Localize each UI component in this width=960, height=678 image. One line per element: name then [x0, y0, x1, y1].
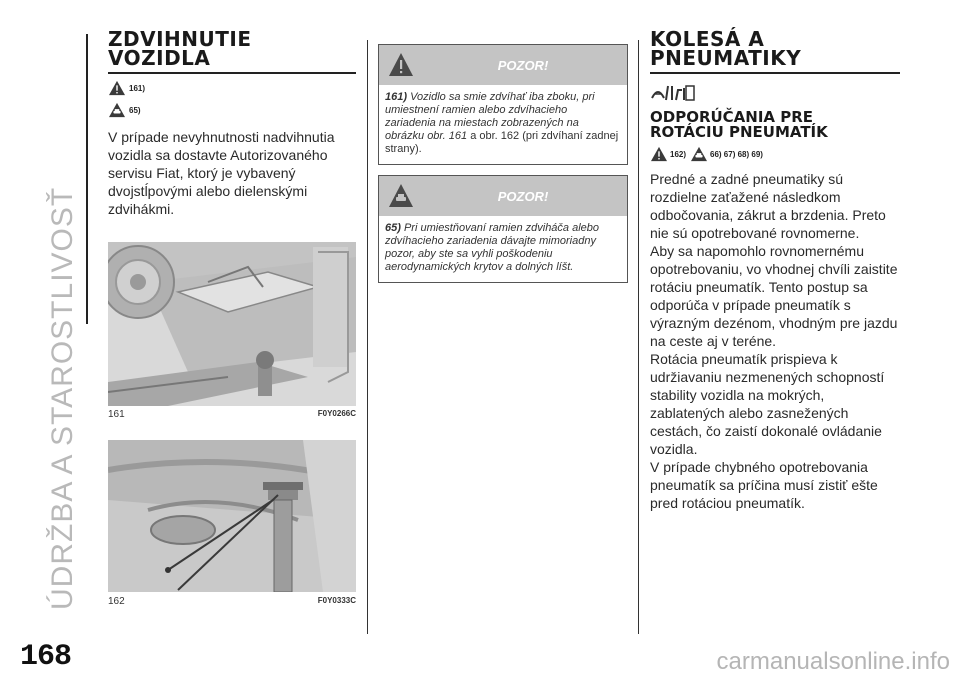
caution-ref: 65)	[385, 222, 401, 234]
caution-header	[379, 45, 627, 85]
tyre-pressure-icon	[650, 82, 900, 102]
side-rule	[86, 34, 88, 324]
warning-ref-text: 161)	[129, 83, 146, 93]
figure-161-illustration	[108, 242, 356, 406]
subsection-title-line-2: ROTÁCIU PNEUMATÍK	[650, 123, 828, 141]
caution-title: POZOR!	[497, 57, 549, 73]
subsection-title-rotation	[650, 110, 900, 140]
warning-triangle-icon	[108, 80, 126, 96]
caution-title: POZOR!	[497, 188, 549, 204]
chapter-side-title-text: ÚDRŽBA A STAROSTLIVOSŤ	[46, 186, 79, 610]
figure-162-image	[108, 440, 356, 592]
warning-triangle-icon	[650, 146, 668, 162]
figure-code: F0Y0266C	[317, 409, 356, 418]
car-warning-icon	[690, 146, 708, 162]
caution-header	[379, 176, 627, 216]
caution-body	[379, 85, 627, 164]
car-warning-icon	[387, 182, 415, 210]
caution-box-161	[378, 44, 628, 165]
section-title-wheels	[650, 27, 900, 74]
section-title-line-2: PNEUMATIKY	[650, 46, 802, 70]
warning-triangle-icon	[387, 51, 415, 79]
paragraph: V prípade chybného opotrebovania pneumatík sa príčina musí zistiť ešte pred rotáciou pneumatík.	[650, 459, 878, 511]
column-divider	[638, 40, 639, 634]
column-warnings	[378, 44, 628, 293]
section-title-lifting	[108, 27, 356, 74]
rotation-text	[650, 170, 900, 512]
car-warning-icon	[108, 102, 126, 118]
warning-ref-text: 66) 67) 68) 69)	[710, 149, 763, 159]
section-title-line-1: KOLESÁ A	[650, 27, 765, 51]
paragraph: Aby sa napomohlo rovnomernému opotrebovaniu, vo vhodnej chvíli zaistite rotáciu pneumatík. Tento postup sa odporúča v prípade pneumatík s výrazným dezénom, vhodným pre jazdu na ceste aj v teréne.	[650, 243, 898, 349]
caution-body	[379, 216, 627, 282]
watermark: carmanualsonline.info	[716, 648, 950, 675]
column-lifting	[108, 27, 356, 218]
caution-ref: 161)	[385, 91, 408, 103]
caution-box-65	[378, 175, 628, 283]
figure-161-image	[108, 242, 356, 406]
caution-plain-text: a obr. 162 (pri zdvíhaní zadnej strany).	[385, 130, 619, 155]
figure-162-illustration	[108, 440, 356, 592]
figure-161-caption	[108, 409, 356, 420]
figure-162-caption	[108, 596, 356, 607]
paragraph: Predné a zadné pneumatiky sú rozdielne zaťažené následkom odbočovania, zákrut a brzdenia. Preto nie sú opotrebované rovnomerne.	[650, 171, 886, 241]
figure-code: F0Y0333C	[317, 596, 356, 605]
lifting-paragraph: V prípade nevyhnutnosti nadvihnutia vozidla sa dostavte Autorizovaného servisu Fiat, ktorý je vybavený dvojstĺpovými alebo dielenskými zdvihákmi.	[108, 129, 335, 217]
page-number: 168	[20, 640, 72, 674]
warning-ref-text: 65)	[129, 105, 141, 115]
section-title-line-1: ZDVIHNUTIE	[108, 27, 252, 51]
column-divider	[367, 40, 368, 634]
column-wheels	[650, 27, 900, 512]
subsection-title-line-1: ODPORÚČANIA PRE	[650, 108, 814, 126]
paragraph: Rotácia pneumatík prispieva k udržiavaniu nezmenených schopností stability vozidla na mokrých, zablatených alebo zasnežených cestách, čo zaistí dokonalé ovládanie vozidla.	[650, 351, 885, 457]
warning-ref-65	[108, 102, 356, 118]
section-title-line-2: VOZIDLA	[108, 46, 211, 70]
warning-ref-161	[108, 80, 356, 96]
caution-italic-text: Vozidlo sa smie zdvíhať iba zboku, pri umiestnení ramien alebo zdvíhacieho zariadenia na miestach zobrazených na obrázku obr. 161	[385, 91, 595, 142]
figure-number: 161	[108, 409, 125, 420]
caution-italic-text: Pri umiestňovaní ramien zdviháča alebo zdvíhacieho zariadenia dávajte mimoriadny pozor, aby ste sa vyhli poškodeniu aerodynamických krytov a dolných líšt.	[385, 222, 600, 273]
warning-refs-row	[650, 146, 900, 162]
figure-number: 162	[108, 596, 125, 607]
warning-ref-text: 162)	[670, 149, 687, 159]
